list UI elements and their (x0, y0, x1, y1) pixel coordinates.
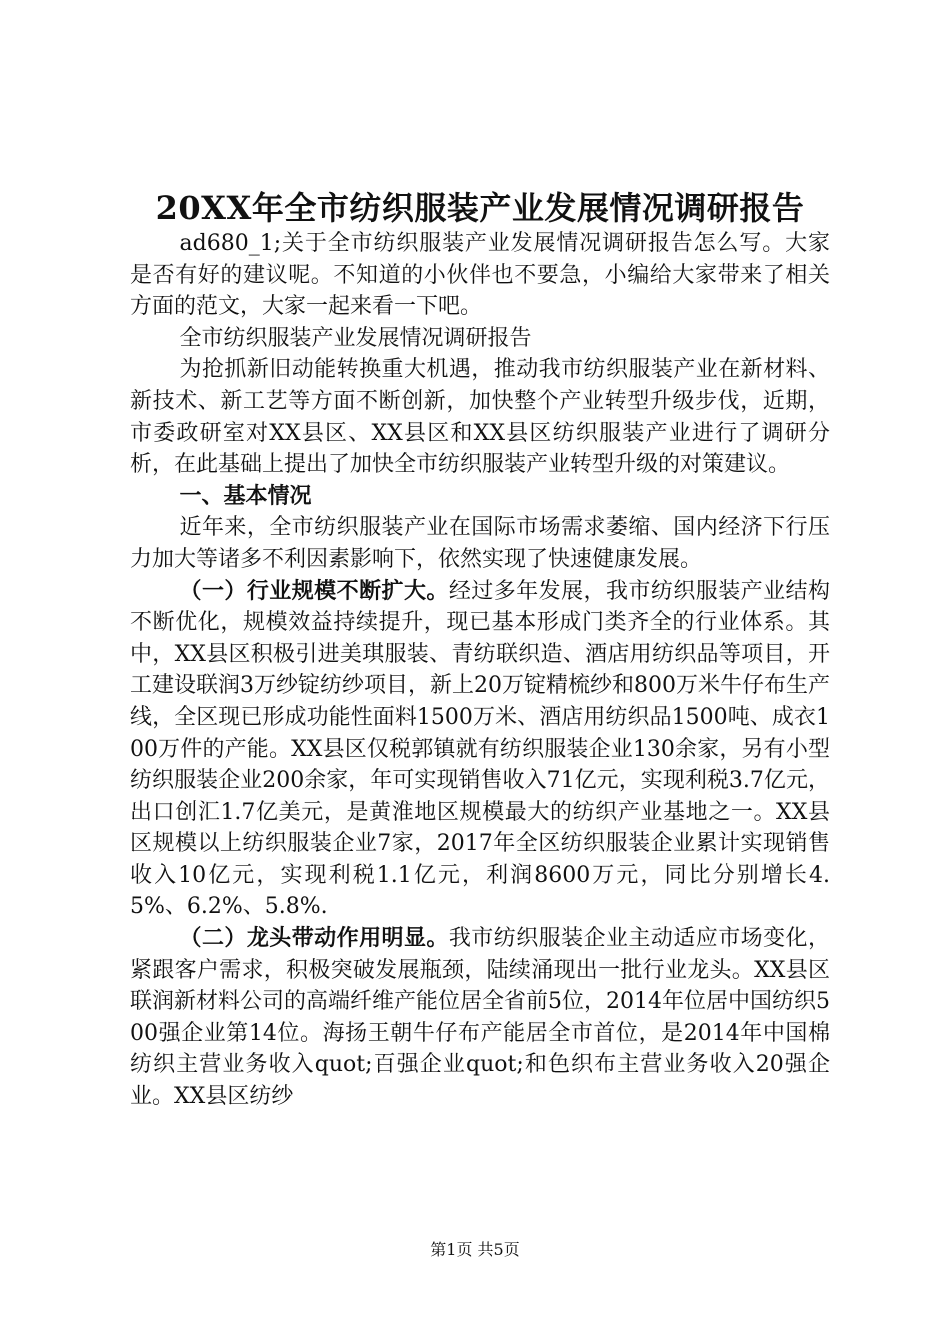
document-title: 20XX年全市纺织服装产业发展情况调研报告 (155, 189, 805, 227)
item-2-paragraph (130, 923, 830, 1113)
item-1-body: 经过多年发展，我市纺织服装产业结构不断优化，规模效益持续提升，现已基本形成门类齐全的行业体系。其中，XX县区积极引进美琪服装、青纺联织造、酒店用纺织品等项目，开工建设联润3万纱锭纺纱项目，新上20万锭精梳纱和800万米牛仔布生产线，全区现已形成功能性面料1500万米、酒店用纺织品1500吨、成衣100万件的产能。XX县区仅税郭镇就有纺织服装企业130余家，另有小型纺织服装企业200余家，年可实现销售收入71亿元，实现利税3.7亿元，出口创汇1.7亿美元，是黄淮地区规模最大的纺织产业基地之一。XX县区规模以上纺织服装企业7家，2017年全区纺织服装企业累计实现销售收入10亿元，实现利税1.1亿元，利润8600万元，同比分别增长4.5%、6.2%、5.8%. (130, 578, 830, 920)
background-paragraph: 为抢抓新旧动能转换重大机遇，推动我市纺织服装产业在新材料、新技术、新工艺等方面不断创新，加快整个产业转型升级步伐，近期，市委政研室对XX县区、XX县区和XX县区纺织服装产业进行了调研分析，在此基础上提出了加快全市纺织服装产业转型升级的对策建议。 (130, 357, 830, 478)
item-2-heading: （二）龙头带动作用明显。 (179, 925, 449, 952)
intro-paragraph: ad680_1;关于全市纺织服装产业发展情况调研报告怎么写。大家是否有好的建议呢。不知道的小伙伴也不要急，小编给大家带来了相关方面的范文，大家一起来看一下吧。 (130, 231, 830, 320)
item-2-body: 我市纺织服装企业主动适应市场变化，紧跟客户需求，积极突破发展瓶颈，陆续涌现出一批行业龙头。XX县区联润新材料公司的高端纤维产能位居全省前5位，2014年位居中国纺织500强企业第14位。海扬王朝牛仔布产能居全市首位，是2014年中国棉纺织主营业务收入quot;百强企业quot;和色织布主营业务收入20强企业。XX县区纺纱 (130, 926, 830, 1110)
section-heading-basic-situation: 一、基本情况 (179, 482, 312, 509)
document-body (130, 188, 830, 1113)
item-1-paragraph (130, 576, 830, 924)
report-subtitle: 全市纺织服装产业发展情况调研报告 (179, 325, 532, 351)
page-number: 第1页 共5页 (430, 1240, 520, 1259)
overview-paragraph: 近年来，全市纺织服装产业在国际市场需求萎缩、国内经济下行压力加大等诸多不利因素影响下，依然实现了快速健康发展。 (130, 515, 830, 572)
item-1-heading: （一）行业规模不断扩大。 (179, 577, 449, 604)
